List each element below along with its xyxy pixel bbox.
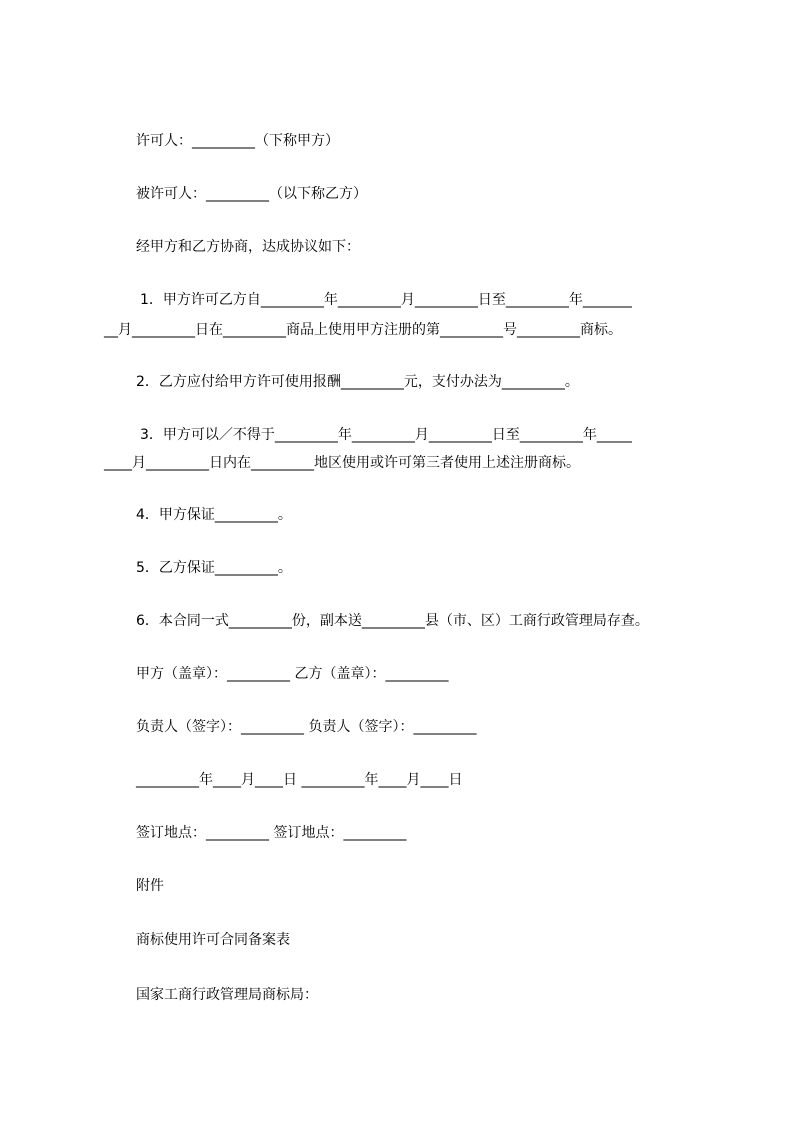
clause-1-line-2: __月_________日在_________商品上使用甲方注册的第_________号_________商标。: [104, 322, 622, 338]
agreement-intro: 经甲方和乙方协商，达成协议如下：: [136, 239, 360, 255]
clause-6: 6．本合同一式_________份，副本送_________县（市、区）工商行政管理局存查。: [136, 613, 649, 629]
clause-5: 5．乙方保证_________。: [136, 560, 292, 576]
clause-4: 4．甲方保证_________。: [136, 507, 292, 523]
recipient-line: 国家工商行政管理局商标局：: [136, 987, 318, 1003]
date-line: _________年____月____日 _________年____月____日: [136, 772, 463, 788]
seal-line: 甲方（盖章）：_________ 乙方（盖章）：_________: [136, 666, 449, 682]
signing-place-line: 签订地点：_________ 签订地点：_________: [136, 825, 407, 841]
attachment-heading: 附件: [136, 878, 164, 894]
clause-3-line-1: 3．甲方可以／不得于_________年_________月_________日至_________年_____: [140, 427, 632, 443]
clause-3-line-2: ____月_________日内在_________地区使用或许可第三者使用上述注册商标。: [104, 455, 580, 471]
licensee-line: 被许可人：_________（以下称乙方）: [136, 186, 367, 202]
attachment-title: 商标使用许可合同备案表: [136, 932, 290, 948]
licensor-line: 许可人：_________（下称甲方）: [136, 133, 339, 149]
clause-1-line-1: 1．甲方许可乙方自_________年_________月_________日至_________年_______: [140, 292, 632, 308]
clause-2: 2．乙方应付给甲方许可使用报酬_________元，支付办法为_________。: [136, 374, 579, 390]
signature-line: 负责人（签字）：_________ 负责人（签字）：_________: [136, 719, 477, 735]
